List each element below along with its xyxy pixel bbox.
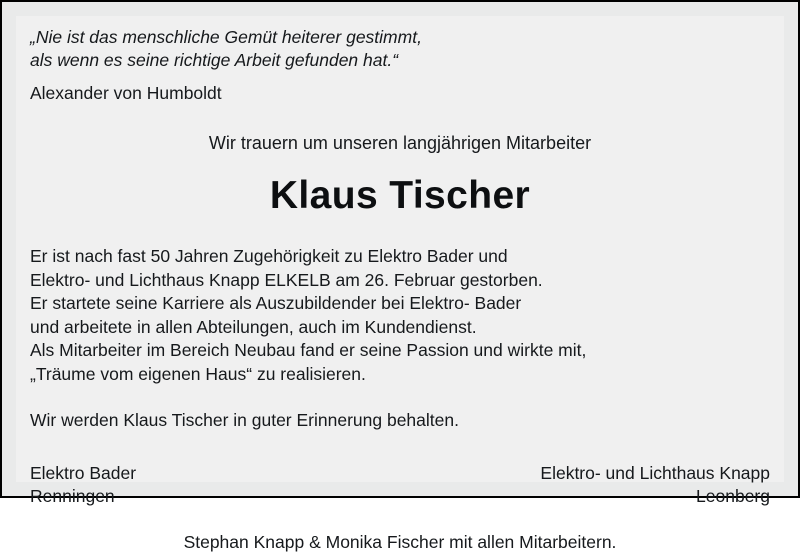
body-line-3: Er startete seine Karriere als Auszubildender bei Elektro- Bader [30, 293, 522, 314]
signatories [30, 462, 770, 509]
signatory-right [540, 462, 770, 509]
deceased-name: Klaus Tischer [269, 174, 531, 218]
signatory-left [30, 462, 136, 509]
signatory-left-company: Elektro Bader [30, 463, 137, 484]
quotation-line-1: „Nie ist das menschliche Gemüt heiterer gestimmt, [30, 27, 422, 47]
quotation [30, 26, 770, 73]
signatory-left-city: Renningen [30, 486, 115, 507]
notice-content [16, 16, 784, 552]
footer-text: Stephan Knapp & Monika Fischer mit allen Mitarbeitern. [183, 531, 617, 552]
body-line-6: „Träume vom eigenen Haus“ zu realisieren. [30, 363, 366, 384]
obituary-body [30, 245, 770, 386]
closing-text: Wir werden Klaus Tischer in guter Erinnerung behalten. [30, 409, 459, 430]
signatory-right-city: Leonberg [696, 486, 770, 507]
signatory-right-company: Elektro- und Lichthaus Knapp [540, 463, 770, 484]
body-line-4: und arbeitete in allen Abteilungen, auch im Kundendienst. [30, 316, 477, 337]
body-line-1: Er ist nach fast 50 Jahren Zugehörigkeit zu Elektro Bader und [30, 246, 508, 267]
quotation-line-2: als wenn es seine richtige Arbeit gefunden hat.“ [30, 50, 399, 71]
intro-text: Wir trauern um unseren langjährigen Mitarbeiter [208, 133, 592, 154]
quotation-author: Alexander von Humboldt [30, 82, 222, 103]
body-line-2: Elektro- und Lichthaus Knapp ELKELB am 26. Februar gestorben. [30, 269, 543, 290]
body-line-5: Als Mitarbeiter im Bereich Neubau fand er seine Passion und wirkte mit, [30, 340, 587, 361]
